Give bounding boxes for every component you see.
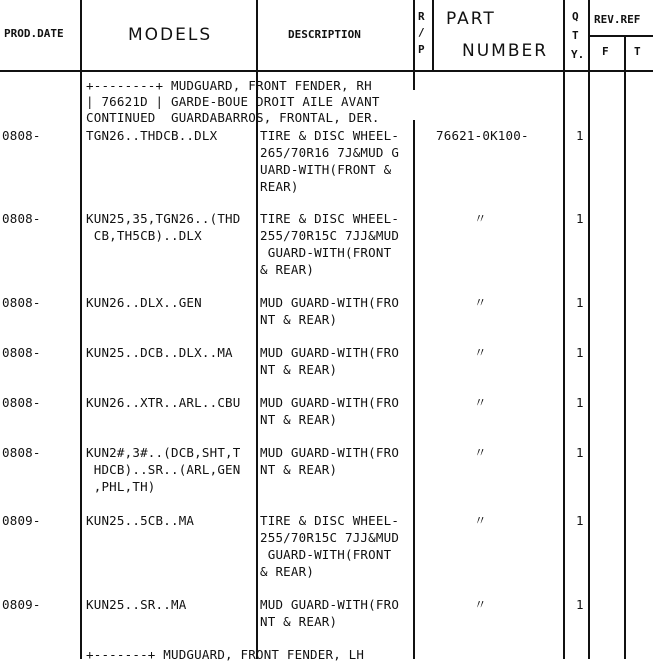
column-divider	[588, 0, 590, 659]
row-description: NT & REAR)	[260, 462, 338, 477]
row-description: MUD GUARD-WITH(FRO	[260, 445, 400, 460]
row-date: 0809-	[2, 597, 41, 612]
row-part-number: 76621-0K100-	[436, 128, 529, 143]
row-date: 0808-	[2, 395, 41, 410]
row-description: NT & REAR)	[260, 312, 338, 327]
part-header-line1: PART	[446, 9, 496, 29]
row-models: KUN2#,3#..(DCB,SHT,T	[86, 445, 241, 460]
column-divider	[413, 0, 415, 90]
row-description: NT & REAR)	[260, 362, 338, 377]
row-models: CB,TH5CB)..DLX	[86, 228, 202, 243]
row-description: 255/70R15C 7JJ&MUD	[260, 228, 400, 243]
row-part-ditto: 〃	[474, 395, 487, 410]
row-description: GUARD-WITH(FRONT	[260, 547, 392, 562]
row-description: NT & REAR)	[260, 614, 338, 629]
group-header-line: CONTINUED GUARDABARROS, FRONTAL, DER.	[86, 110, 380, 125]
row-date: 0808-	[2, 295, 41, 310]
header-bottom-border	[0, 70, 653, 72]
models-header: MODELS	[128, 25, 213, 45]
column-divider	[624, 36, 626, 659]
group-header-line: +--------+ MUDGUARD, FRONT FENDER, RH	[86, 78, 372, 93]
qty-header-y: Y.	[571, 48, 585, 61]
row-description: MUD GUARD-WITH(FRO	[260, 395, 400, 410]
column-divider	[563, 0, 565, 659]
row-models: KUN26..DLX..GEN	[86, 295, 202, 310]
row-qty: 1	[576, 295, 584, 310]
row-part-ditto: 〃	[474, 513, 487, 528]
row-models: KUN25..DCB..DLX..MA	[86, 345, 233, 360]
row-qty: 1	[576, 128, 584, 143]
row-part-ditto: 〃	[474, 597, 487, 612]
row-description: 255/70R15C 7JJ&MUD	[260, 530, 400, 545]
row-models: ,PHL,TH)	[86, 479, 156, 494]
row-models: TGN26..THDCB..DLX	[86, 128, 218, 143]
row-qty: 1	[576, 211, 584, 226]
row-description: & REAR)	[260, 262, 315, 277]
row-qty: 1	[576, 513, 584, 528]
row-models: HDCB)..SR..(ARL,GEN	[86, 462, 241, 477]
row-part-ditto: 〃	[474, 445, 487, 460]
row-models: KUN25..5CB..MA	[86, 513, 195, 528]
row-description: MUD GUARD-WITH(FRO	[260, 345, 400, 360]
row-description: GUARD-WITH(FRONT	[260, 245, 392, 260]
rev-ref-divider	[588, 35, 653, 37]
rp-header-p: P	[418, 43, 425, 56]
row-date: 0808-	[2, 211, 41, 226]
rev-ref-f-header: F	[602, 45, 609, 58]
prod-date-header: PROD.DATE	[4, 27, 64, 40]
row-qty: 1	[576, 345, 584, 360]
row-description: 265/70R16 7J&MUD G	[260, 145, 400, 160]
rp-header-slash: /	[418, 26, 425, 39]
row-description: TIRE & DISC WHEEL-	[260, 513, 400, 528]
row-part-ditto: 〃	[474, 345, 487, 360]
row-description: MUD GUARD-WITH(FRO	[260, 295, 400, 310]
row-description: MUD GUARD-WITH(FRO	[260, 597, 400, 612]
row-date: 0808-	[2, 128, 41, 143]
column-divider	[432, 0, 434, 70]
row-description: NT & REAR)	[260, 412, 338, 427]
description-header: DESCRIPTION	[288, 28, 361, 41]
rev-ref-header: REV.REF	[594, 13, 641, 26]
row-models: KUN25..SR..MA	[86, 597, 187, 612]
rev-ref-t-header: T	[634, 45, 641, 58]
row-date: 0808-	[2, 345, 41, 360]
row-description: & REAR)	[260, 564, 315, 579]
row-models: KUN25,35,TGN26..(THD	[86, 211, 241, 226]
row-description: TIRE & DISC WHEEL-	[260, 128, 400, 143]
group-header-line: | 76621D | GARDE-BOUE DROIT AILE AVANT	[86, 94, 380, 109]
rp-header-r: R	[418, 10, 425, 23]
row-part-ditto: 〃	[474, 211, 487, 226]
qty-header-t: T	[572, 29, 579, 42]
row-qty: 1	[576, 395, 584, 410]
row-description: UARD-WITH(FRONT &	[260, 162, 392, 177]
column-divider	[80, 0, 82, 659]
part-header-line2: NUMBER	[462, 41, 549, 61]
row-description: REAR)	[260, 179, 299, 194]
row-part-ditto: 〃	[474, 295, 487, 310]
row-date: 0809-	[2, 513, 41, 528]
row-models: KUN26..XTR..ARL..CBU	[86, 395, 241, 410]
next-group-header: +-------+ MUDGUARD, FRONT FENDER, LH	[86, 647, 365, 662]
column-divider	[413, 120, 415, 659]
row-qty: 1	[576, 597, 584, 612]
row-qty: 1	[576, 445, 584, 460]
row-date: 0808-	[2, 445, 41, 460]
row-description: TIRE & DISC WHEEL-	[260, 211, 400, 226]
qty-header-q: Q	[572, 10, 579, 23]
